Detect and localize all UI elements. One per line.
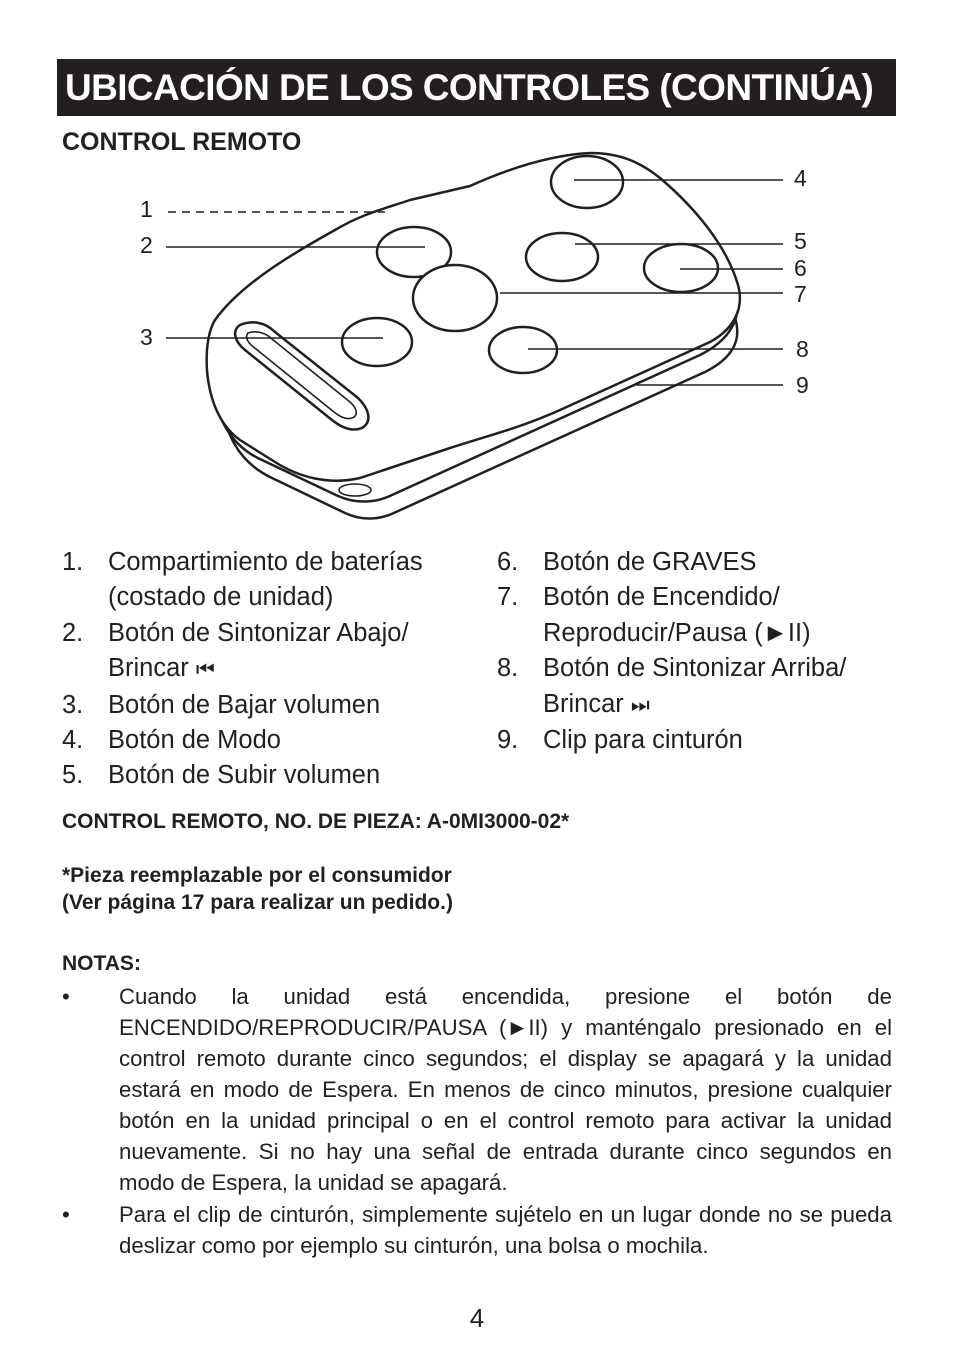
list-item xyxy=(62,616,423,688)
part-number: CONTROL REMOTO, NO. DE PIEZA: A-0MI3000-02* xyxy=(62,810,570,833)
note-text: Cuando la unidad está encendida, presione el botón de ENCENDIDO/REPRODUCIR/PAUSA (►II) y manténgalo presionado en el control remoto durante cinco segundos; el display se apagará y la unidad estará en modo de Espera. En menos de cinco minutos, presione cualquier botón en la unidad principal o en el control remoto para activar la unidad nuevamente. Si no hay una señal de entrada durante cinco segundos en modo de Espera, la unidad se apagará. xyxy=(119,984,892,1195)
callout-3: 3 xyxy=(140,324,153,350)
list-item xyxy=(62,688,423,723)
list-item xyxy=(497,651,846,723)
replaceable-note-line: (Ver página 17 para realizar un pedido.) xyxy=(62,891,453,914)
item-text: Clip para cinturón xyxy=(543,726,743,755)
item-text: Botón de Sintonizar Abajo/ xyxy=(108,618,409,647)
power-play-pause-button xyxy=(413,265,497,331)
item-text: Compartimiento de baterías xyxy=(108,548,423,576)
item-text: Reproducir/Pausa (►II) xyxy=(543,618,811,647)
bullet-icon: • xyxy=(62,984,70,1009)
list-item xyxy=(62,545,423,616)
list-item xyxy=(497,723,846,758)
note-item xyxy=(62,1199,892,1261)
item-number: 3. xyxy=(62,690,84,719)
item-text: Botón de Sintonizar Arriba/ xyxy=(543,654,847,683)
controls-list-right xyxy=(497,545,846,758)
item-text: Botón de Subir volumen xyxy=(108,761,381,790)
callout-8: 8 xyxy=(796,336,809,362)
mode-button xyxy=(551,156,623,208)
item-number: 9. xyxy=(497,726,519,755)
callout-1: 1 xyxy=(140,196,153,222)
page-number: 4 xyxy=(469,1303,485,1333)
callout-4: 4 xyxy=(794,165,807,191)
callout-9: 9 xyxy=(796,372,809,398)
section-title: CONTROL REMOTO xyxy=(62,128,302,156)
list-item xyxy=(497,580,846,651)
item-text: (costado de unidad) xyxy=(108,583,334,612)
volume-up-button xyxy=(526,233,598,281)
skip-back-icon: ⏮ xyxy=(195,658,214,682)
remote-control-diagram xyxy=(0,0,954,540)
list-item xyxy=(62,723,423,758)
note-text: Para el clip de cinturón, simplemente sujételo en un lugar donde no se pueda deslizar como por ejemplo su cinturón, una bolsa o mochila. xyxy=(119,1202,892,1258)
item-number: 2. xyxy=(62,618,84,647)
callout-6: 6 xyxy=(794,255,807,281)
replaceable-note-line: *Pieza reemplazable por el consumidor xyxy=(62,864,452,887)
list-item xyxy=(497,545,846,580)
item-text: Brincar xyxy=(543,689,624,718)
skip-forward-icon: ⏭ xyxy=(630,693,649,717)
item-number: 5. xyxy=(62,761,84,790)
notes-heading: NOTAS: xyxy=(62,952,141,975)
item-number: 4. xyxy=(62,726,84,755)
callout-7: 7 xyxy=(794,281,807,307)
item-text: Brincar xyxy=(108,654,189,683)
page-title: UBICACIÓN DE LOS CONTROLES (CONTINÚA) xyxy=(57,59,896,116)
item-text: Botón de Modo xyxy=(108,726,281,755)
item-text: Botón de Encendido/ xyxy=(543,583,780,612)
item-number: 8. xyxy=(497,654,519,683)
item-number: 6. xyxy=(497,548,519,576)
tune-up-button xyxy=(489,327,557,373)
callout-5: 5 xyxy=(794,228,807,254)
controls-list-left xyxy=(62,545,423,794)
volume-down-button xyxy=(342,318,412,366)
bullet-icon: • xyxy=(62,1202,70,1227)
callout-2: 2 xyxy=(140,232,153,258)
list-item xyxy=(62,758,423,793)
item-text: Botón de Bajar volumen xyxy=(108,690,381,719)
item-number: 7. xyxy=(497,583,519,612)
item-text: Botón de GRAVES xyxy=(543,548,757,576)
bass-button xyxy=(644,244,718,292)
note-item xyxy=(62,981,892,1198)
item-number: 1. xyxy=(62,548,84,576)
